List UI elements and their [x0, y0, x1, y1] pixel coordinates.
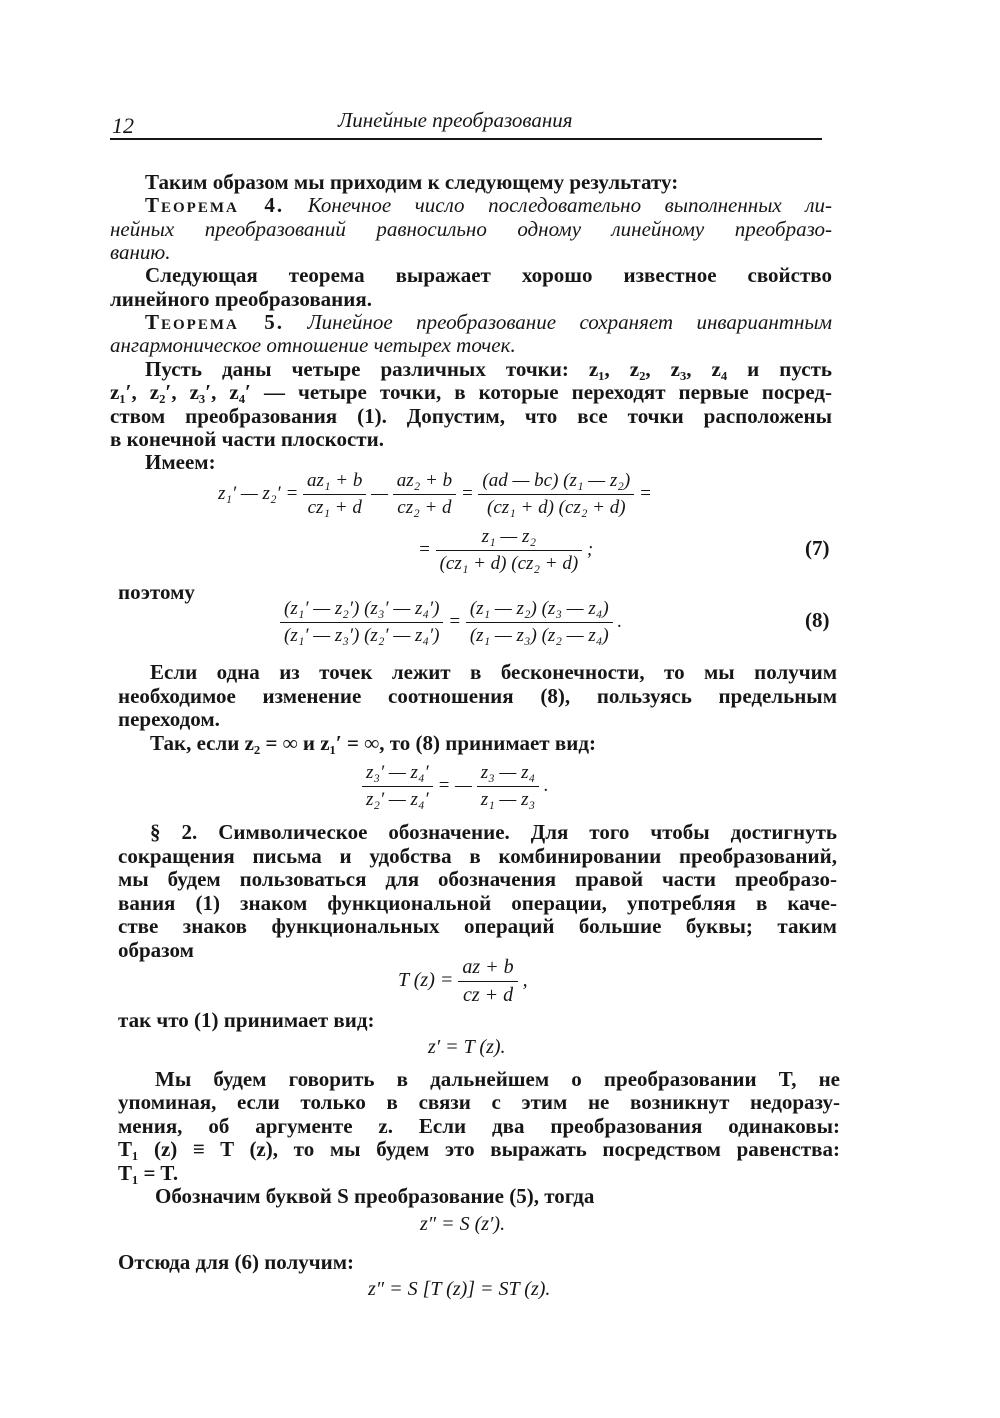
paragraph-3-line-4: в конечной части плоскости.	[110, 427, 384, 451]
paragraph-2-line-1: Следующая теорема выражает хорошо известное свойство	[145, 263, 832, 287]
imeem-label: Имеем:	[145, 450, 216, 474]
fraction: $\frac{\text{az₁ + b}}{\text{cz₁ + d}}$	[303, 470, 366, 519]
equation-T-definition: T (z) = $\frac{az + b}{cz + d}$ ,	[398, 956, 528, 1006]
paragraph-7-line-5: T₁ = T.	[118, 1161, 179, 1185]
theorem-4-label: Теорема 4.	[145, 193, 285, 217]
header-rule	[110, 138, 822, 140]
theorem-4-line-2: нейных преобразований равносильно одному линейному преобразо-	[110, 217, 832, 241]
fraction: $\frac{\text{(z₁′ — z₂′) (z₃′ — z₄′)}}{\text{(z₁′ — z₃′) (z₂′ — z₄′)}}$	[280, 598, 443, 647]
theorem-5-line-2: ангармоническое отношение четырех точек.	[110, 333, 516, 357]
paragraph-4-line-1: Если одна из точек лежит в бесконечности, то мы получим	[150, 660, 837, 684]
equation-ST: z″ = S [T (z)] = ST (z).	[368, 1278, 551, 1300]
equation-7-line-2: = $\frac{\text{z₁ — z₂}}{\text{(cz₁ + d) (cz₂ + d)}}$ ;	[418, 526, 594, 574]
theorem-5-text-1: Линейное преобразование сохраняет инвариантным	[307, 310, 832, 334]
paragraph-7-line-4: T₁ (z) ≡ T (z), то мы будем это выражать посредством равенства:	[118, 1137, 840, 1161]
section-2-line-5: стве знаков функциональных операций большие буквы; таким	[118, 914, 837, 938]
fraction: $\frac{\text{(ad — bc) (z₁ — z₂)}}{\text{(cz₁ + d) (cz₂ + d)}}$	[478, 470, 634, 519]
paragraph-9: Отсюда для (6) получим:	[118, 1250, 355, 1274]
section-2-line-3: мы будем пользоваться для обозначения правой части преобразо-	[118, 867, 837, 891]
paragraph-4-line-2: необходимое изменение соотношения (8), пользуясь предельным	[118, 684, 837, 708]
paragraph-2-line-2: линейного преобразования.	[110, 287, 372, 311]
paragraph-7-line-3: мения, об аргументе z. Если два преобразования одинаковы:	[118, 1114, 840, 1138]
theorem-4-text-1: Конечное число последовательно выполненных ли-	[307, 193, 832, 217]
equation-number-8: (8)	[805, 608, 830, 632]
equation-8: $\frac{\text{(z₁′ — z₂′) (z₃′ — z₄′)}}{\text{(z₁′ — z₃′) (z₂′ — z₄′)}}$ = $\frac{\text{(z₁ — z₂) (z₃ — z₄)}}{\text{(z₁ — z₃) (z₂ — z₄)}}$ .	[280, 598, 622, 647]
section-2-line-4: вания (1) знаком функциональной операции, употребляя в каче-	[118, 891, 837, 915]
running-title: Линейные преобразования	[338, 108, 573, 132]
page-number: 12	[112, 113, 134, 138]
equation-z-prime-T: z′ = T (z).	[428, 1036, 506, 1058]
theorem-4-line-3: ванию.	[110, 240, 171, 264]
fraction: $\frac{az + b}{cz + d}$	[458, 956, 517, 1007]
equation-7-line-1: z₁′ — z₂′ = $\frac{\text{az₁ + b}}{\text{cz₁ + d}}$ — $\frac{\text{az₂ + b}}{\text{cz₂ + d}}$ = $\frac{\text{(ad — bc) (z₁ — z₂)}}{\text{(cz₁ + d) (cz₂ + d)}}$ =	[218, 470, 652, 518]
fraction: $\frac{\text{z₁ — z₂}}{\text{(cz₁ + d) (cz₂ + d)}}$	[436, 526, 583, 575]
theorem-5-label: Теорема 5.	[145, 310, 285, 334]
section-2-line-2: сокращения письма и удобства в комбинировании преобразований,	[118, 844, 837, 868]
equation-limit: $\frac{\text{z₃′ — z₄′}}{\text{z₂′ — z₄′}}$ = — $\frac{\text{z₃ — z₄}}{\text{z₁ — z₃}}$ .	[362, 762, 549, 811]
fraction: $\frac{\text{z₃ — z₄}}{\text{z₁ — z₃}}$	[477, 762, 539, 811]
poetomu-label: поэтому	[118, 580, 195, 604]
fraction: $\frac{\text{z₃′ — z₄′}}{\text{z₂′ — z₄′}}$	[362, 762, 433, 811]
equation-number-7: (7)	[805, 536, 830, 560]
theorem-4-line-1	[145, 193, 832, 218]
section-2-line-1: § 2. Символическое обозначение. Для того чтобы достигнуть	[150, 820, 837, 844]
paragraph-3-line-2: z₁′, z₂′, z₃′, z₄′ — четыре точки, в которые переходят первые посред-	[110, 380, 832, 404]
paragraph-3-line-1: Пусть даны четыре различных точки: z₁, z₂, z₃, z₄ и пусть	[145, 357, 832, 381]
paragraph-7-line-2: упоминая, если только в связи с этим не возникнут недоразу-	[118, 1090, 840, 1114]
paragraph-intro: Таким образом мы приходим к следующему результату:	[145, 170, 679, 194]
paragraph-4-line-3: переходом.	[118, 707, 220, 731]
paragraph-3-line-3: ством преобразования (1). Допустим, что все точки расположены	[110, 404, 832, 428]
fraction: $\frac{\text{az₂ + b}}{\text{cz₂ + d}}$	[393, 470, 456, 519]
paragraph-7-line-1: Мы будем говорить в дальнейшем о преобразовании T, не	[155, 1067, 840, 1091]
theorem-5-line-1	[145, 310, 832, 335]
equation-z-double-prime-S: z″ = S (z′).	[420, 1213, 506, 1235]
paragraph-5: Так, если z₂ = ∞ и z₁′ = ∞, то (8) принимает вид:	[150, 731, 596, 755]
paragraph-6: так что (1) принимает вид:	[118, 1008, 375, 1032]
section-2-line-6: образом	[118, 938, 194, 962]
paragraph-8: Обозначим буквой S преобразование (5), тогда	[155, 1184, 595, 1208]
fraction: $\frac{\text{(z₁ — z₂) (z₃ — z₄)}}{\text{(z₁ — z₃) (z₂ — z₄)}}$	[466, 598, 613, 647]
